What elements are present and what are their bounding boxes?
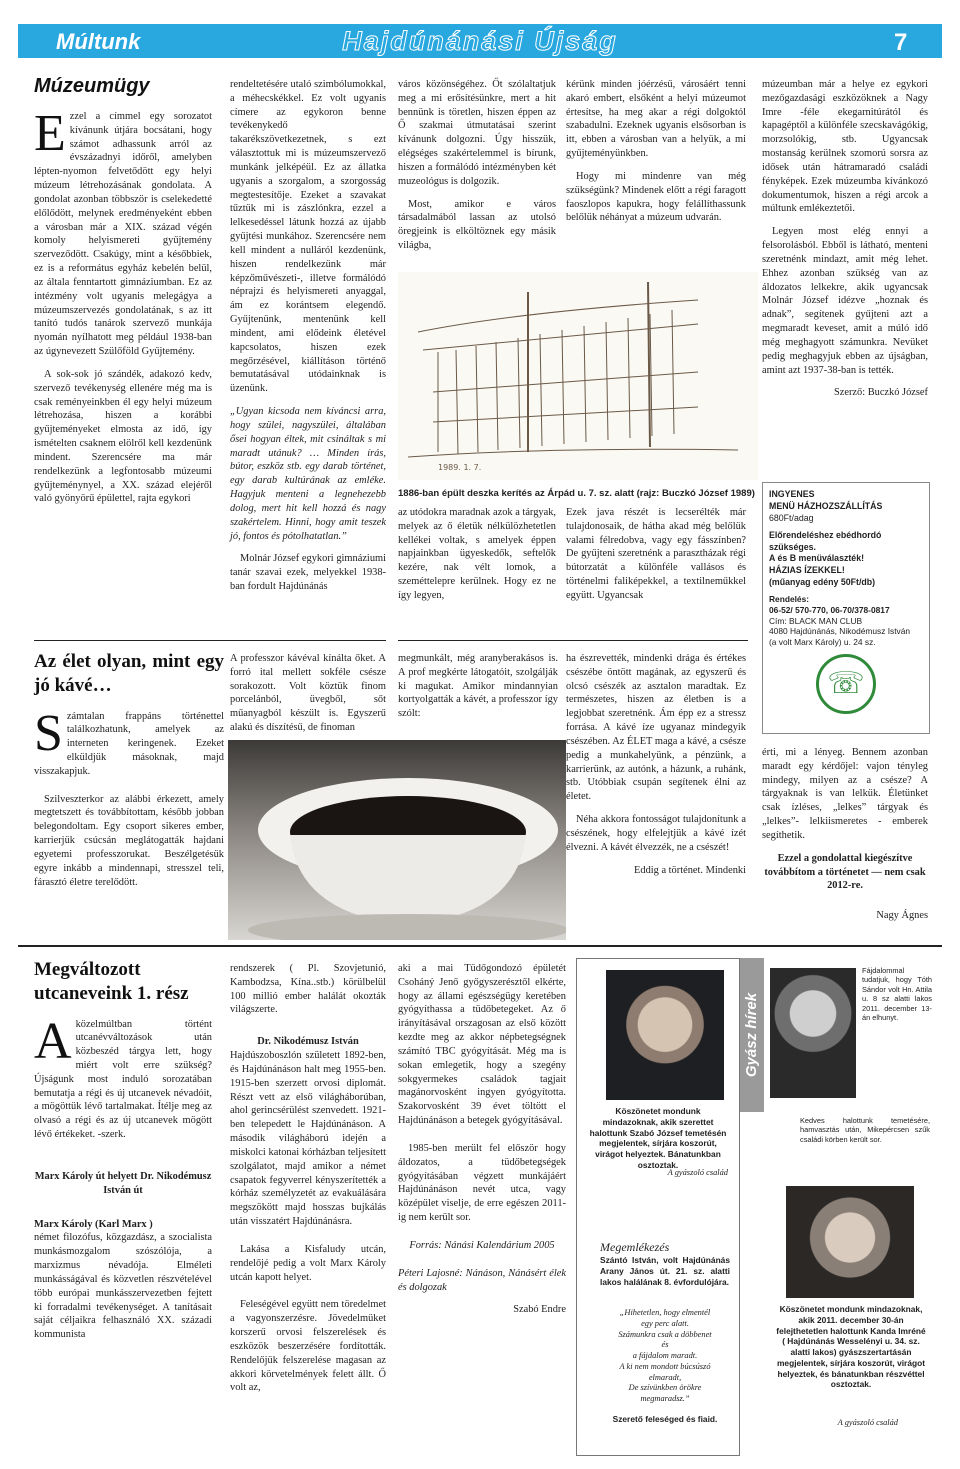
streets-para: Hajdúszoboszlón született 1892-ben, és Hajdúnánáson halt meg 1955-ben. 1915-ben szerzett orvosi diplomát. Részt vett az első világháborúban, ahol gerincsérülést szenvedett. 1921-ben telepedett le Hajdúnánáson. A második világháború idején a miskolci katonai kórházban teljesített szolgálatot, majd amikor a német csapatok fegyverrel kényszerítették a kórház személyzetét az evakuálására megszökött majd hosszas bujkálás után visszatért Hajdúnánásra.: [230, 1050, 386, 1228]
museum-para: zzel a címmel egy sorozatot kívánunk útjára bocsátani, hogy számot adhassunk arról az évszázadnyi időről, amelyben lépten-nyomon felvetődött egy helyi múzeum létrehozásának gondolata. A gondolat azonban többször is cselekedetté előlődött, melynek eredményeként ebben a városban már a XIX. század végén komoly helyismereti gyűjtemény szerveződött. Csakúgy, mint a későbbiek, ez is a református egyház kebelén belül, az általa fenntartott gimnáziumban. Ez az intézmény volt ugyanis melegágya a múzeumszervezés gondolatának, s az itt tanító tudós tanárok szervező munkája nyomán nyílhatott meg például 1938-ban az úgynevezett Szülőföld Gyűjtemény.: [34, 111, 212, 358]
ad-line: INGYENES: [769, 489, 815, 499]
streets-para: Lakása a Kisfaludy utcán, rendelőjé pedig a volt Marx Károly utcán kapott helyet.: [230, 1243, 386, 1283]
streets-para: rendszerek ( Pl. Szovjetunió, Kambodzsa, Kína..stb.) körülbelül 100 millió ember halálát okozták világszerte.: [230, 963, 386, 1016]
obit-notice-1: Fájdalommal tudatjuk, hogy Tóth Sándor volt Hn. Attila u. 8 sz alatti lakos 2011. december 13-án elhunyt.: [862, 966, 932, 1023]
photo-szabo-jozsef: [606, 970, 724, 1100]
drop-cap: A: [34, 1012, 72, 1070]
poem-line: De szívünkben örökre: [628, 1383, 702, 1393]
memorial-heading: Megemlékezés: [600, 1240, 670, 1254]
museum-title: Múzeumügy: [34, 75, 150, 97]
fence-sketch: [398, 272, 758, 480]
museum-para: rendeltetésére utaló szimbólumokkal, a méhecskékkel. Ez volt ugyanis címere az egykoron benne tevékenykedő takarékszövetkezetnek, s ezt választottuk mi is múzeumszervező munkánk jelképéül. Ez az állatka ugyanis a szorgalom, a szorgosság megtestesítője. Ezeket a szavakat tűztük mi is zászlónkra, ezzel a lelkesedéssel látunk hozzá az újabb gyűjtési munkához. Szerencsére nem kell mindent a nulláról kezdenünk, hiszen rendelkezünk már képzőművészeti-, illetve formálódó néprajzi és helyismereti anyaggal, ám ez korántsem elegendő. Gyűjtenünk, mentenünk kell mindent, ami elődeink életével kapcsolatos, hiszen ezek megőrzésével, kiállításon történő bemutatásával utódainknak is üzenünk.: [230, 79, 386, 395]
memorial-text: Szántó István, volt Hajdúnánás Arany János út. 21. sz. alatti lakos halálának 8. évfordulójára.: [600, 1255, 730, 1287]
streets-col-1: [34, 958, 212, 1351]
museum-para: A sok-sok jó szándék, adakozó kedv, szervező tevékenység ellenére még ma is csak reményeinkben él egy helyi múzeum létrehozása, hiszen a korábbi gyűjteményeket elmosta az idő, így ismételten csaknem elölről kell kezdenünk mindent. Szerencsére ma már rendelkezünk a legfontosabb múzeumi gyűjteménynyel, a XX. század elejéről való gyönyörű épülettel, rajta egykori: [34, 368, 212, 505]
poem-line: egy perc alatt.: [641, 1318, 689, 1328]
coffee-para: ha észrevették, mindenki drága és értékes csészébe öntött magának, az egyszerű és olcsó csészék az asztalon maradtak. Ez természetes, hiszen az életben is a legjobbat szeretnénk. Ám épp ez a stressz forrása. A kávé íze ugyanaz mindegyik csészében. Az ÉLET maga a kávé, a csésze pedig a munkahelyünk, a pénzünk, a karrierünk, az autónk, a házunk, a ruhánk, stb. Utóbbiak csupán segítenek élni az életet.: [566, 653, 746, 803]
coffee-para: A professzor kávéval kínálta őket. A forró ital mellett sokféle csésze sorakozott. Volt köztük finom porcelánból, üvegből, sőt műanyagból készült is. Egyszerű alakú és díszítésű, de finoman: [230, 653, 386, 734]
streets-title: [34, 958, 212, 1006]
poem-line: elmaradt,: [648, 1372, 682, 1382]
streets-para: Feleségével együtt nem töredelmet a vagyonszerzésre. Jövedelmüket korszerű orvosi felszerelések és eszközök beszerzésére fordították. Rendelőjük felszerelése magasan az akkori körvetelmények felett állt. Ő volt az,: [230, 1299, 386, 1394]
page-header: [0, 0, 960, 75]
obit-notice-2: Kedves halottunk temetésére, hamvasztás után, Mikepércsen szűk családi körben került sor.: [800, 1116, 930, 1144]
divider: [398, 640, 748, 641]
poem-line: a fájdalom maradt.: [632, 1351, 698, 1360]
streets-source: Péteri Lajosné: Nánáson, Nánásért élek és dolgozak: [398, 1267, 566, 1293]
museum-para: múzeumban már a helye ez egykori mezőgazdasági eszközöknek a Nagy Imre -féle ekegarnitúrától és kapagéptől a különféle szecskavágókig, morzsolókig, stb. Ugyancsak mostanság kerülnek szomorú sorsra az idősek után hátramaradó családi fényképek. Ezek múzeumba kívánkozó dokumentumok, hiszen a régi arcok a múltunk emlékeztetői.: [762, 79, 928, 215]
obit-thanks-2: Köszönetet mondunk mindazoknak, akik 2011. december 30-án felejthetetlen halottunk Kanda Imréné ( Hajdúnánás Wesselényi u. 34. sz. alatti lakos) gyászszertartásán megjelentek, sírjára koszorút, virágot helyeztek, és bánatunkban részvéttel osztoztak.: [776, 1304, 926, 1390]
ad-line: MENÜ HÁZHOZSZÁLLÍTÁS: [769, 500, 883, 511]
museum-quote: „Ugyan kicsoda nem kíváncsi arra, hogy szülei, nagyszülei, általában ősei hogyan éltek, mit csináltak s mi maradt utánuk? … Minden írás, bútor, eszköz stb. egy darab történet, egy darab kultúrának az emléke. Hagyjuk menteni a legnehezebb dolog, mert hit kell hozzá és nagy szakértelem. Hinni, hogy amit teszek jó, fontos és pótolhatatlan.”: [230, 406, 386, 542]
museum-para: Hogy mi mindenre van még szükségünk? Mindenek előtt a régi faragott faoszlopos kapukra, hogy felállíthassunk belőlük néhányat a múzeum udvarán.: [566, 170, 746, 224]
obit-signature: A gyászoló család: [667, 1168, 728, 1177]
coffee-col-4: [566, 652, 746, 886]
photo-toth-sandor: [770, 968, 856, 1098]
coffee-col-2: [230, 652, 386, 744]
memorial: [600, 1240, 730, 1288]
ad-line: (a volt Marx Károly) u. 24 sz.: [769, 637, 876, 647]
drop-cap: S: [34, 704, 63, 762]
museum-col-5: [762, 78, 928, 409]
obit-signature-2: A gyászoló család: [837, 1418, 898, 1427]
coffee-col-3: [398, 652, 558, 730]
museum-para: Molnár József egykori gimnáziumi tanár szavai ezek, melyekkel 1938-ban fordult Hajdúnánás: [230, 553, 386, 592]
page-number: 7: [894, 29, 908, 56]
obit-band: [740, 958, 764, 1112]
museum-author: Szerző: Buczkó József: [833, 387, 928, 399]
streets-para: német filozófus, közgazdász, a szocialista munkásmozgalom szószólója, a marxizmus névadója. Elméleti munkásságával és közvetlen részvételével több európai munkásszervezetben fejtett ki forradalmi tevékenységet. A tanításait saját céljaikra felhasználó XX. századi kommunista: [34, 1232, 212, 1341]
streets-subtitle: Marx Károly út helyett Dr. Nikodémusz István út: [34, 1170, 212, 1196]
obit-thanks-1: Köszönetet mondunk mindazoknak, akik szerettet halottunk Szabó József temetésén megjelentek, sírjára koszorút, virágot helyeztek. Bánatunkban osztoztak.: [589, 1106, 727, 1170]
coffee-para: Eddig a történet. Mindenki: [634, 864, 746, 876]
museum-para: Ezek java részét is lecserélték már tulajdonosaik, de hátha akad még belőlük valami félredobva, vagy egy fásszínben? De gyűjteni szeretnénk a parasztházak régi bútorzatát a különféle vallásos és történelmi faliképekkel, a textilneműkkel együtt. Ugyancsak: [566, 507, 746, 601]
photo-kanda-imrene: [786, 1186, 914, 1298]
poem-line: és: [661, 1340, 669, 1350]
drop-cap: E: [34, 105, 66, 162]
museum-col-1: [34, 74, 212, 515]
menu-ad: [762, 482, 930, 734]
museum-col-4b: [566, 506, 746, 612]
ad-line: (műanyag edény 50Ft/db): [769, 577, 876, 588]
ad-line: Előrendeléshez ebédhordó szükséges.: [769, 529, 882, 552]
coffee-para: Szilveszterkor az alábbi érkezett, amely megtetszett és továbbítottam, később jobban belegondoltam. Egy csoport sikeres ember, karrierjük csúcsán meglátogatták hajdani egyetemi professzorukat. Beszélgetésük egyre inkább a mindennapi, stresszel teli, fárasztó életre terelődött.: [34, 793, 224, 888]
coffee-para: érti, mi a lényeg. Bennem azonban maradt egy kérdőjel: vajon tényleg mindegy, milyen az a csésze? A tárgyaknak is van lelkük. Életünket csak ízléses, „lelkes” tárgyak és „lelkes”- lelkiismeretes - emberek segíthetik.: [762, 747, 928, 841]
divider: [18, 945, 942, 947]
coffee-col-1: [34, 650, 224, 898]
streets-para: 1985-ben merült fel először hogy áldozatos, a tüdőbetegségek gyógyításában végzett munkájáért Hajdúnánáson nevét utca, vagy középület viselje, de erre egészen 2011-ig nem került sor.: [398, 1142, 566, 1224]
museum-para: Legyen most elég ennyi a felsorolásból. Ebből is látható, menteni szeretnénk mindazt, amit még lehet. Ehhez azonban szükség van az áldozatos lelkekre, akik ugyancsak Molnár József idézve „hoznak és adnak”, segítenek gyűjteni azt a megmaradt keveset, amit a múló idő még meghagyott számunkra. Nevüket pedig meghagyjuk ebben az újságban, amint azt 1937-38-ban is tették.: [762, 226, 928, 376]
museum-col-2: [230, 78, 386, 603]
museum-para: Most, amikor e város társadalmából lassan az utolsó öregjeink is elköltöznek egy másik világba,: [398, 198, 556, 252]
coffee-cup-image: [228, 740, 566, 940]
streets-col-2: [230, 962, 386, 1404]
streets-title-2: utcaneveink 1. rész: [34, 982, 189, 1004]
streets-col-3: [398, 962, 566, 1326]
masthead: Hajdúnánási Újság: [342, 26, 618, 56]
coffee-para: megmunkált, még aranyberakásos is. A prof megkérte látogatóit, szolgálják ki magukat. Amikor mindannyian kortyolgatták a kávét, a professzor így szólt:: [398, 653, 558, 720]
museum-col-3: [398, 78, 556, 262]
streets-para: aki a mai Tüdőgondozó épületét Csoháný Jenő győgyszerésztől elkérte, hogy az állami egészségügy keretében gyógyíthassa a tüdőbetegeket. Az ő irányításával orszagosan az első között kezdte meg az akkor népbetegségnek számító TBC gyógyítását. Még ma is sokan emlegetik, hogy a szegény sokgyermekes családok tagjait magánorvosként ingyen gyógyította. Szakorvosként 39 évet töltött el Hajdúnánáson a betegek gyógyításával.: [398, 963, 566, 1127]
ad-phone: 06-52/ 570-770, 06-70/378-0817: [769, 604, 890, 615]
ad-line: 4080 Hajdúnánás, Nikodémusz István: [769, 626, 911, 637]
coffee-col-5: [762, 746, 928, 932]
ad-price: 680Ft/adag: [769, 512, 814, 523]
sketch-note: 1989. 1. 7.: [438, 463, 482, 472]
streets-title-1: Megváltozott: [34, 959, 141, 980]
coffee-title: Az élet olyan, mint egy jó kávé…: [34, 651, 224, 696]
coffee-closing: Ezzel a gondolattal kiegészítve továbbítom a történetet — nem csak 2012-re.: [764, 852, 926, 892]
streets-author: Szabó Endre: [513, 1304, 566, 1316]
coffee-para: Néha akkora fontosságot tulajdonítunk a csészének, hogy elfelejtjük a kávé ízét élvezni. A kávét élvezzék, ne a csészét!: [566, 814, 746, 853]
ad-line: A és B menüválaszték!: [769, 553, 865, 564]
nikodemusz-heading: Dr. Nikodémusz István: [257, 1036, 359, 1048]
sketch-caption: 1886-ban épült deszka kerítés az Árpád u. 7. sz. alatt (rajz: Buczkó József 1989): [398, 488, 755, 499]
poem-line: megmaradsz.”: [640, 1394, 690, 1403]
phone-icon: ☏: [816, 654, 876, 714]
streets-source: Forrás: Nánási Kalendárium 2005: [409, 1239, 555, 1251]
divider: [34, 640, 386, 641]
coffee-author: Nagy Ágnes: [876, 910, 928, 922]
streets-intro: közelmúltban történt utcanévváltozások után közbeszéd tárgya lett, hogy miért volt erre szükség? Újságunk most induló sorozatában bemutatja a régi és új utcanevek névadóit, a mögöttük lévő tartalmakat. Ítélje meg az olvasó a régi és az új utcanevek mögött lévő értékeket. -szerk.: [34, 1018, 212, 1141]
obit-band-label: Gyász hírek: [740, 958, 764, 1112]
poem-line: „Hihetetlen, hogy elmentél: [619, 1308, 711, 1317]
poem-line: A ki nem mondott búcsúszó: [619, 1361, 711, 1371]
ad-line: Rendelés:: [769, 594, 810, 604]
marx-heading: Marx Károly (Karl Marx ): [34, 1218, 153, 1230]
section-title: Múltunk: [56, 29, 141, 54]
ad-line: HÁZIAS ÍZEKKEL!: [769, 565, 845, 576]
ad-line: Cím: BLACK MAN CLUB: [769, 615, 863, 626]
memorial-signature: Szerető feleséged és fiaid.: [612, 1414, 718, 1424]
museum-col-3b: [398, 506, 556, 612]
poem-line: Számunkra csak a döbbenet: [618, 1329, 712, 1339]
coffee-intro: zámtalan frappáns történettel találkozhatunk, amelyek az interneten keringenek. Ezeket elküldjük másoknak, majd visszakapjuk.: [34, 710, 224, 777]
museum-col-4: [566, 78, 746, 234]
museum-para: város közönségéhez. Őt szólaltatjuk meg a mi erősítésünkre, mert a hit bennünk is töretlen, hiszen éppen az Ő szakmai útmutatásai szerint kívánunk dolgozni. Úgy hisszük, elégséges szakértelemmel is bírunk, hiszen a formálódó intézményben két muzeológus is dolgozik.: [398, 79, 556, 187]
museum-para: az utódokra maradnak azok a tárgyak, melyek az ő életük nélkülözhetetlen kellékei voltak, s amelyek éppen napjainkban ügyeskedők, seftelők kezére, nak vélt lomok, a szeméttelepre kerülnek. Hogy ez ne így legyen,: [398, 507, 556, 601]
museum-para: kérünk minden jóérzésű, városáért tenni akaró embert, elsőként a helyi múzeumot értesítse, ha meg akar a régi dolgoktól szabadulni. Ezeknek ugyanis elsősorban is itt, ebben a városban van a helyük, a mi gyűjteményünkben.: [566, 79, 746, 160]
memorial-poem: [600, 1308, 730, 1405]
